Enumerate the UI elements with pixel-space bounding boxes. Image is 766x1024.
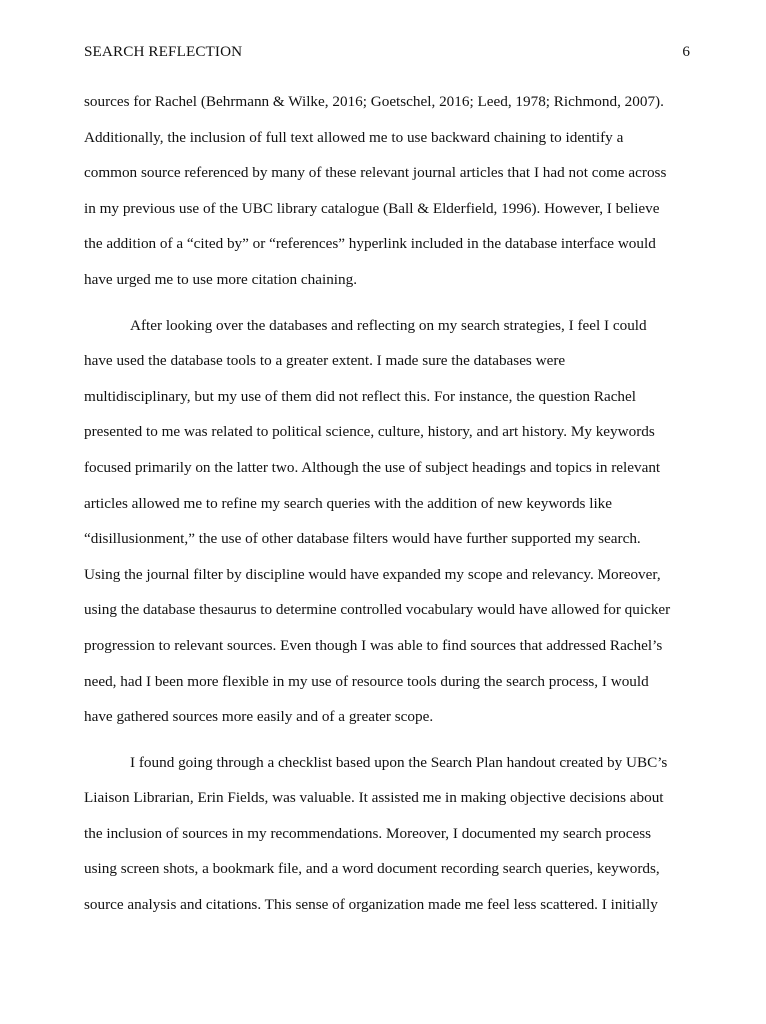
text-line: progression to relevant sources. Even though I was able to find sources that addressed Rachel’s <box>84 636 663 654</box>
text-line: using screen shots, a bookmark file, and a word document recording search queries, keywords, <box>84 860 660 878</box>
running-head: SEARCH REFLECTION <box>84 43 243 60</box>
text-line: the addition of a “cited by” or “references” hyperlink included in the database interface would <box>84 235 656 253</box>
text-line: using the database thesaurus to determine controlled vocabulary would have allowed for quicker <box>84 601 671 619</box>
text-line: multidisciplinary, but my use of them did not reflect this. For instance, the question Rachel <box>84 387 636 405</box>
paragraph-spacer <box>84 740 684 750</box>
text-line: focused primarily on the latter two. Although the use of subject headings and topics in relevant <box>84 458 661 476</box>
body-text <box>84 89 684 928</box>
text-line: have used the database tools to a greater extent. I made sure the databases were <box>84 352 566 370</box>
text-line: presented to me was related to political science, culture, history, and art history. My keywords <box>84 423 655 441</box>
paragraph <box>84 89 684 303</box>
paragraph <box>84 750 684 928</box>
text-line: I found going through a checklist based upon the Search Plan handout created by UBC’s <box>130 753 668 771</box>
text-line: Liaison Librarian, Erin Fields, was valuable. It assisted me in making objective decisions about <box>84 789 664 807</box>
paragraph-spacer <box>84 303 684 313</box>
text-line: in my previous use of the UBC library catalogue (Ball & Elderfield, 1996). However, I believe <box>84 199 660 217</box>
page-number: 6 <box>682 43 690 60</box>
text-line: source analysis and citations. This sense of organization made me feel less scattered. I initially <box>84 896 658 914</box>
text-line: Using the journal filter by discipline would have expanded my scope and relevancy. Moreover, <box>84 565 661 583</box>
text-line: “disillusionment,” the use of other database filters would have further supported my search. <box>84 530 641 548</box>
text-line: articles allowed me to refine my search queries with the addition of new keywords like <box>84 494 613 512</box>
text-line: Additionally, the inclusion of full text allowed me to use backward chaining to identify a <box>84 128 624 146</box>
text-line: common source referenced by many of these relevant journal articles that I had not come across <box>84 164 667 182</box>
text-line: sources for Rachel (Behrmann & Wilke, 2016; Goetschel, 2016; Leed, 1978; Richmond, 2007). <box>84 93 664 110</box>
text-line: have gathered sources more easily and of a greater scope. <box>84 708 434 726</box>
paragraph <box>84 313 684 740</box>
text-line: After looking over the databases and reflecting on my search strategies, I feel I could <box>130 316 647 334</box>
text-line: need, had I been more flexible in my use of resource tools during the search process, I would <box>84 672 649 690</box>
text-line: have urged me to use more citation chaining. <box>84 270 358 288</box>
text-line: the inclusion of sources in my recommendations. Moreover, I documented my search process <box>84 824 652 842</box>
